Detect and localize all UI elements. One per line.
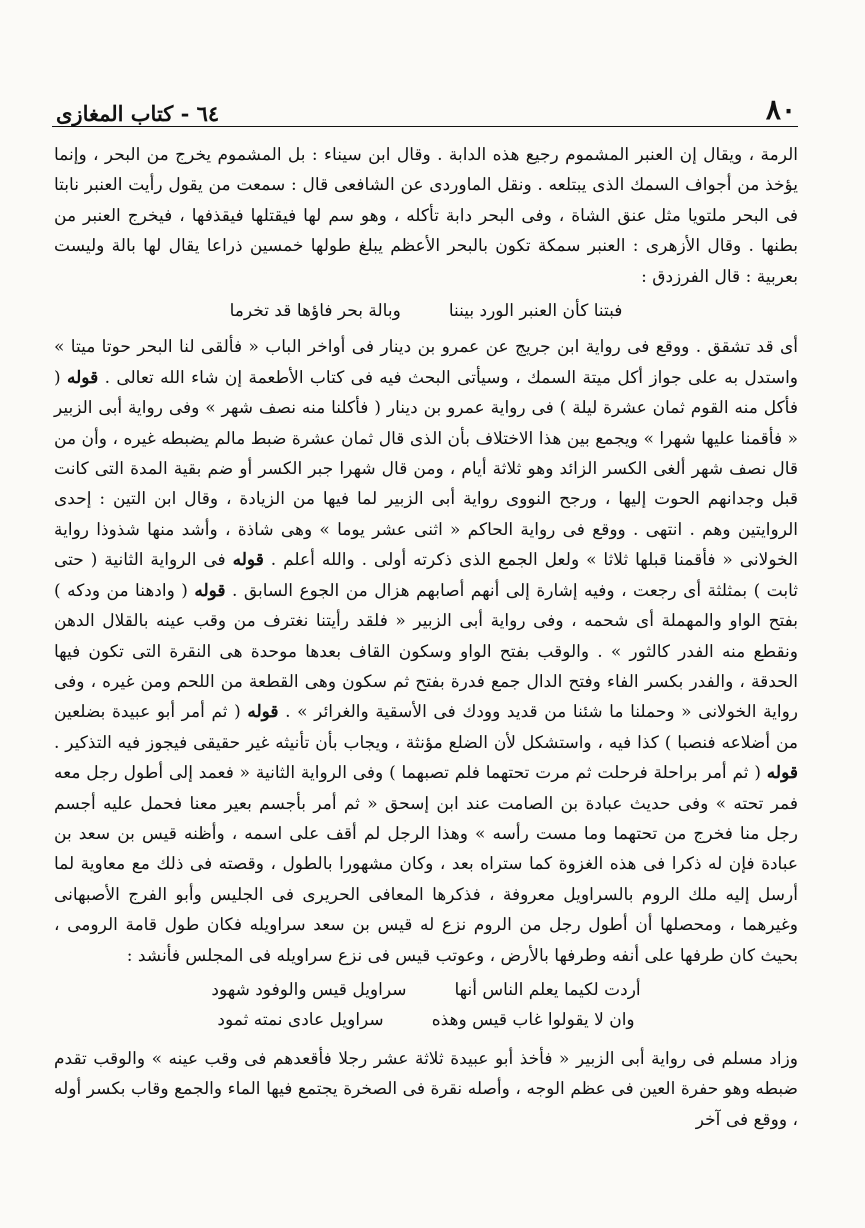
keyword-qawluhu: قوله [232, 550, 264, 571]
commentary-text: أى قد تشقق . ووقع فى رواية ابن جريج عن عمرو بن دينار فى أواخر الباب « فألقى لنا البحر حوتا ميتا » واستدل به على جواز أكل ميتة السمك ، وسيأتى البحث فيه فى كتاب الأطعمة إن شاء الله تعالى . [54, 337, 799, 388]
verse-farazdaq [54, 296, 798, 326]
verse-hemistich-left: وبالة بحر فاؤها قد تخرما [229, 301, 401, 322]
page-header [56, 82, 796, 126]
body-text [54, 140, 798, 1135]
commentary-text: فى الرواية الثانية ( حتى ثابت ) بمثلثة أى رجعت ، وفيه إشارة إلى أنهم أصابهم هزال من الجوع السابق . [54, 550, 798, 601]
keyword-qawluhu: قوله [247, 702, 279, 723]
commentary-text: ( ثم أمر أبو عبيدة بضلعين من أضلاعه فنصبا ) كذا فيه ، واستشكل لأن الضلع مؤنثة ، ويجاب بأن تأنيثه غير حقيقى فيجوز فيه التذكير . [54, 702, 798, 753]
commentary-text: ( وادهنا من ودكه ) بفتح الواو والمهملة أى شحمه ، وفى رواية أبى الزبير « فلقد رأيتنا نغترف من وقب عينه بالقلال الدهن ونقطع منه الفدر كالثور » . والوقب بفتح الواو وسكون القاف بعدها موحدة هى النقرة التى تكون فيها الحدقة ، والفدر بكسر الفاء وفتح الدال جمع فدرة بفتح ثم سكون وهى القطعة من اللحم ومن غيره ، وفى رواية الخولانى « وحملنا ما شئنا من قديد وودك فى الأسقية والغرائر » . [54, 580, 799, 723]
keyword-qawluhu: قوله [766, 763, 798, 784]
commentary-text: ( فأكل منه القوم ثمان عشرة ليلة ) فى رواية عمرو بن دينار ( فأكلنا منه نصف شهر » وفى رواية أبى الزبير « فأقمنا عليها شهرا » ويجمع بين هذا الاختلاف بأن الذى قال ثمان عشرة ضبط مالم يضبطه غيره ، وأن من قال نصف شهر ألغى الكسر الزائد وهو ثلاثة أيام ، ومن قال شهرا جبر الكسر أو ضم بقية المدة التى كانت قبل وجدانهم الحوت إليها ، ورجح النووى رواية أبى الزبير لما فيها من الزيادة ، وقال ابن التين : إحدى الروايتين وهم . انتهى . ووقع فى رواية الحاكم « اثنى عشر يوما » وهى شاذة ، وأشد منها شذوذا رواية الخولانى « فأقمنا قبلها ثلاثا » ولعل الجمع الذى ذكرته أولى . والله أعلم . [54, 367, 799, 571]
verse-hemistich-left: سراويل قيس والوفود شهود [211, 979, 407, 1000]
verse-hemistich-right: وان لا يقولوا غاب قيس وهذه [431, 1010, 635, 1031]
closing-paragraph: وزاد مسلم فى رواية أبى الزبير « فأخذ أبو عبيدة ثلاثة عشر رجلا فأقعدهم فى وقب عينه » والوقب تقدم ضبطه وهو حفرة العين فى عظم الوجه ، وأصله نقرة فى الصخرة يجتمع فيها الماء والجمع وقاب بكسر أوله ، ووقع فى آخر [54, 1048, 798, 1130]
page-number: ٨٠ [765, 93, 796, 126]
verse-hemistich-right: فبتنا كأن العنبر الورد بيننا [448, 301, 623, 322]
verse-line [54, 975, 798, 1005]
header-rule [52, 126, 798, 127]
verse-qays [54, 975, 798, 1036]
verse-line [54, 1005, 798, 1035]
running-title: ٦٤ - كتاب المغازى [56, 101, 220, 126]
commentary-text: ( ثم أمر براحلة فرحلت ثم مرت تحتهما فلم تصبهما ) وفى الرواية الثانية « فعمد إلى أطول رجل معه فمر تحته » وفى حديث عبادة بن الصامت عند ابن إسحق « ثم أمر بأجسم بعير معنا فحمل عليه أجسم رجل منا فخرج من تحتهما وما مست رأسه » وهذا الرجل لم أقف على اسمه ، وأظنه قيس بن سعد بن عبادة فإن له ذكرا فى هذه الغزوة كما ستراه بعد ، وكان مشهورا بالطول ، وقصته فى ذلك مع معاوية لما أرسل إليه ملك الروم بالسراويل معروفة ، فذكرها المعافى الحريرى فى الجليس وأبو الفرج الأصبهانى وغيرهما ، ومحصلها أن أطول رجل من الروم نزع له قيس بن سعد سراويله فكان طول قامة الرومى ، بحيث كان طرفها على أنفه وطرفها بالأرض ، وعوتب قيس فى نزع سراويله فى المجلس فأنشد : [54, 763, 798, 966]
verse-hemistich-left: سراويل عادى نمته ثمود [217, 1010, 384, 1031]
keyword-qawluhu: قوله [194, 580, 226, 601]
verse-hemistich-right: أردت لكيما يعلم الناس أنها [454, 979, 641, 1000]
commentary-paragraph [54, 332, 798, 971]
paragraph-ambergris: الرمة ، ويقال إن العنبر المشموم رجيع هذه الدابة . وقال ابن سيناء : بل المشموم يخرج من البحر ، وإنما يؤخذ من أجواف السمك الذى يبتلعه . ونقل الماوردى عن الشافعى قال : سمعت من يقول رأيت العنبر نابتا فى البحر ملتويا مثل عنق الشاة ، وفى البحر دابة تأكله ، وهو سم لها فيقتلها فيقذفها ، فيخرج العنبر من بطنها . وقال الأزهرى : العنبر سمكة تكون بالبحر الأعظم يبلغ طولها خمسين ذراعا يقال لها بالة وليست بعربية : قال الفرزدق : [54, 145, 798, 287]
keyword-qawluhu: قوله [67, 367, 99, 388]
